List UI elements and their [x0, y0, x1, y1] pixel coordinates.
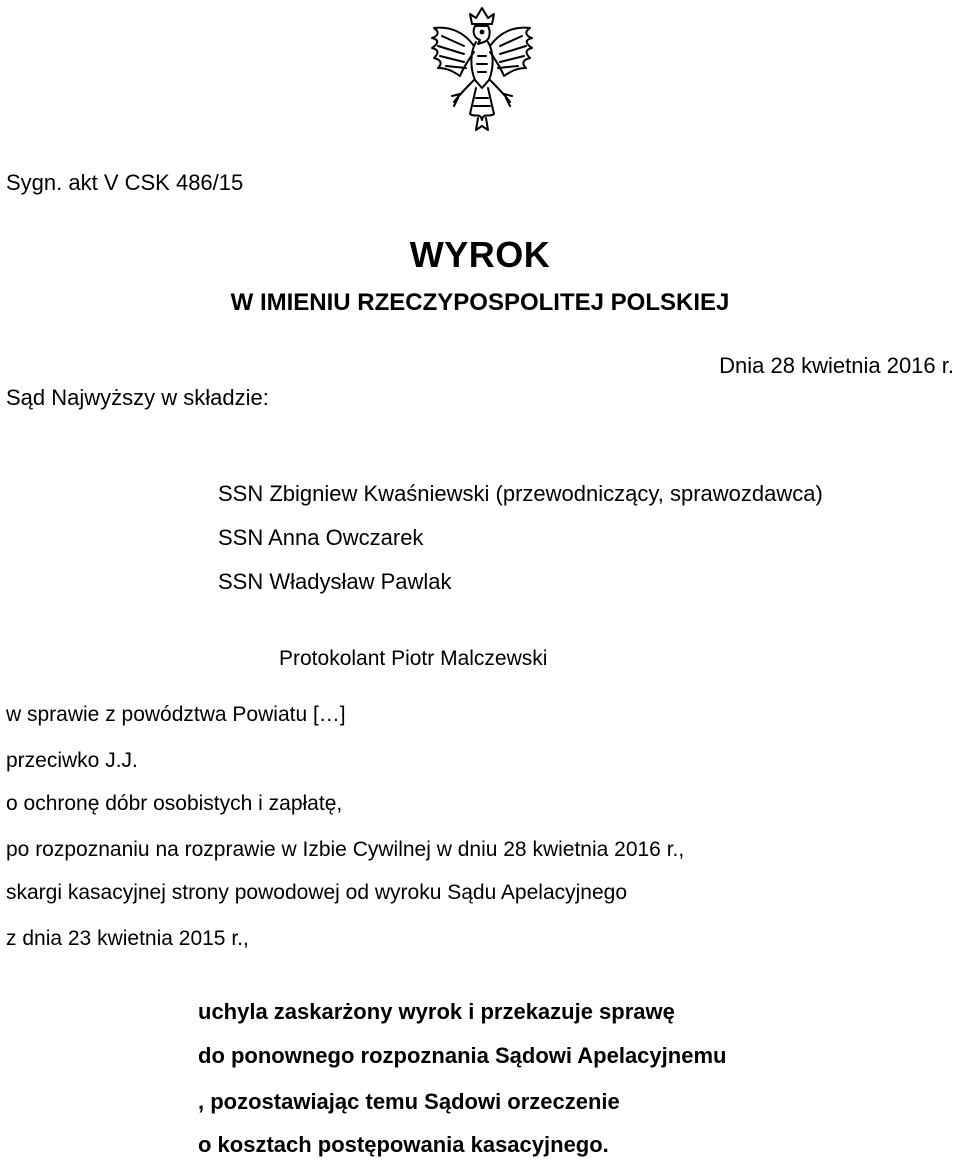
document-subtitle: W IMIENIU RZECZYPOSPOLITEJ POLSKIEJ — [230, 289, 730, 316]
ruling-line: do ponownego rozpoznania Sądowi Apelacyjnemu — [198, 1043, 727, 1068]
case-line-defendant: przeciwko J.J. — [6, 749, 138, 772]
court-recorder: Protokolant Piotr Malczewski — [279, 647, 548, 670]
judgment-date: Dnia 28 kwietnia 2016 r. — [719, 353, 954, 378]
court-composition-label: Sąd Najwyższy w składzie: — [6, 385, 269, 410]
case-line-subject: o ochronę dóbr osobistych i zapłatę, — [6, 792, 343, 815]
judge-member: SSN Anna Owczarek — [218, 525, 424, 550]
document-title: WYROK — [409, 234, 551, 275]
case-line-appeal: skargi kasacyjnej strony powodowej od wyroku Sądu Apelacyjnego — [6, 881, 628, 904]
polish-eagle-emblem-icon — [420, 2, 545, 137]
case-line-hearing: po rozpoznaniu na rozprawie w Izbie Cywilnej w dniu 28 kwietnia 2016 r., — [6, 838, 685, 861]
ruling-line: , pozostawiając temu Sądowi orzeczenie — [198, 1089, 620, 1114]
judge-presiding: SSN Zbigniew Kwaśniewski (przewodniczący, sprawozdawca) — [218, 481, 823, 506]
judge-member: SSN Władysław Pawlak — [218, 569, 452, 594]
ruling-line: uchyla zaskarżony wyrok i przekazuje sprawę — [198, 999, 675, 1024]
ruling-line: o kosztach postępowania kasacyjnego. — [198, 1132, 609, 1157]
case-line-plaintiff: w sprawie z powództwa Powiatu […] — [6, 703, 346, 726]
case-signature: Sygn. akt V CSK 486/15 — [6, 170, 244, 195]
case-line-appeal-date: z dnia 23 kwietnia 2015 r., — [6, 927, 249, 950]
